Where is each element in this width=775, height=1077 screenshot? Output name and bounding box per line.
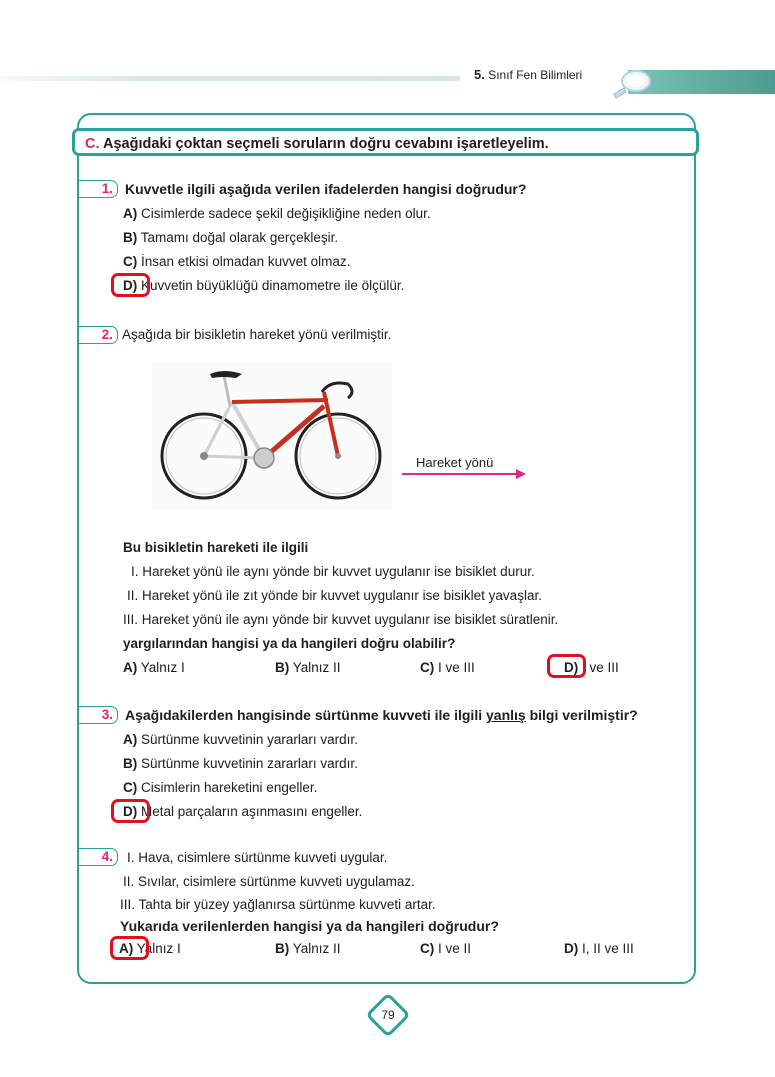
- question-4-statement-2: II. Sıvılar, cisimlere sürtünme kuvveti uygulamaz.: [123, 874, 415, 889]
- question-4-option-a[interactable]: A) Yalnız I: [119, 941, 181, 956]
- question-2-option-d[interactable]: D) I ve III: [564, 660, 619, 675]
- section-heading: [72, 128, 699, 156]
- section-title: Aşağıdaki çoktan seçmeli soruların doğru cevabını işaretleyelim.: [103, 136, 549, 152]
- question-number-2: 2.: [78, 326, 118, 344]
- question-2-stem: Aşağıda bir bisikletin hareket yönü verilmiştir.: [122, 327, 392, 342]
- question-4-option-d[interactable]: D) I, II ve III: [564, 941, 634, 956]
- question-4-option-b[interactable]: B) Yalnız II: [275, 941, 341, 956]
- direction-arrow: [402, 473, 520, 475]
- answer-mark-circle: [111, 273, 150, 297]
- question-2-statement-1: I. Hareket yönü ile aynı yönde bir kuvvet uygulanır ise bisiklet durur.: [131, 564, 535, 579]
- question-3-option-d[interactable]: D) Metal parçaların aşınmasını engeller.: [123, 804, 363, 819]
- question-4-option-c[interactable]: C) I ve II: [420, 941, 472, 956]
- grade-number: 5.: [474, 67, 485, 82]
- question-2-statement-3: III. Hareket yönü ile aynı yönde bir kuvvet uygulanır ise bisiklet süratlenir.: [123, 612, 559, 627]
- page-number-badge: [364, 990, 412, 1040]
- subject-name: Sınıf Fen Bilimleri: [488, 68, 583, 82]
- question-1-option-b[interactable]: B) Tamamı doğal olarak gerçekleşir.: [123, 230, 339, 245]
- question-number-1: 1.: [78, 180, 118, 198]
- answer-mark-circle: [111, 799, 150, 823]
- question-2-lead: Bu bisikletin hareketi ile ilgili: [123, 540, 309, 555]
- emphasis-word: yanlış: [486, 707, 526, 723]
- question-2-statement-2: II. Hareket yönü ile zıt yönde bir kuvvet uygulanır ise bisiklet yavaşlar.: [127, 588, 542, 603]
- question-4-statement-3: III. Tahta bir yüzey yağlanırsa sürtünme kuvveti artar.: [120, 897, 436, 912]
- page-number: 79: [381, 1008, 395, 1022]
- question-number-4: 4.: [78, 848, 118, 866]
- question-3-stem: Aşağıdakilerden hangisinde sürtünme kuvveti ile ilgili yanlış bilgi verilmiştir?: [125, 707, 638, 723]
- question-2-prompt: yargılarından hangisi ya da hangileri doğru olabilir?: [123, 636, 456, 651]
- header-rule: [0, 76, 460, 81]
- question-1-option-d[interactable]: D) Kuvvetin büyüklüğü dinamometre ile ölçülür.: [123, 278, 405, 293]
- bicycle-image: [152, 362, 392, 510]
- book-title: [474, 67, 582, 82]
- question-2-option-c[interactable]: C) I ve III: [420, 660, 475, 675]
- question-1-option-c[interactable]: C) İnsan etkisi olmadan kuvvet olmaz.: [123, 254, 351, 269]
- question-1-stem: Kuvvetle ilgili aşağıda verilen ifadelerden hangisi doğrudur?: [125, 181, 527, 197]
- question-1-option-a[interactable]: A) Cisimlerde sadece şekil değişikliğine neden olur.: [123, 206, 431, 221]
- answer-mark-circle: [547, 654, 586, 678]
- section-letter: C.: [85, 136, 100, 152]
- question-number-3: 3.: [78, 706, 118, 724]
- question-3-option-c[interactable]: C) Cisimlerin hareketini engeller.: [123, 780, 318, 795]
- question-2-option-a[interactable]: A) Yalnız I: [123, 660, 185, 675]
- arrow-head-icon: [516, 469, 526, 479]
- question-3-option-b[interactable]: B) Sürtünme kuvvetinin zararları vardır.: [123, 756, 358, 771]
- magnifier-icon: [610, 68, 654, 100]
- question-3-option-a[interactable]: A) Sürtünme kuvvetinin yararları vardır.: [123, 732, 358, 747]
- question-2-option-b[interactable]: B) Yalnız II: [275, 660, 341, 675]
- question-4-prompt: Yukarıda verilenlerden hangisi ya da hangileri doğrudur?: [120, 918, 499, 934]
- arrow-label: Hareket yönü: [416, 455, 494, 470]
- answer-mark-circle: [110, 936, 149, 960]
- question-4-statement-1: I. Hava, cisimlere sürtünme kuvveti uygular.: [127, 850, 388, 865]
